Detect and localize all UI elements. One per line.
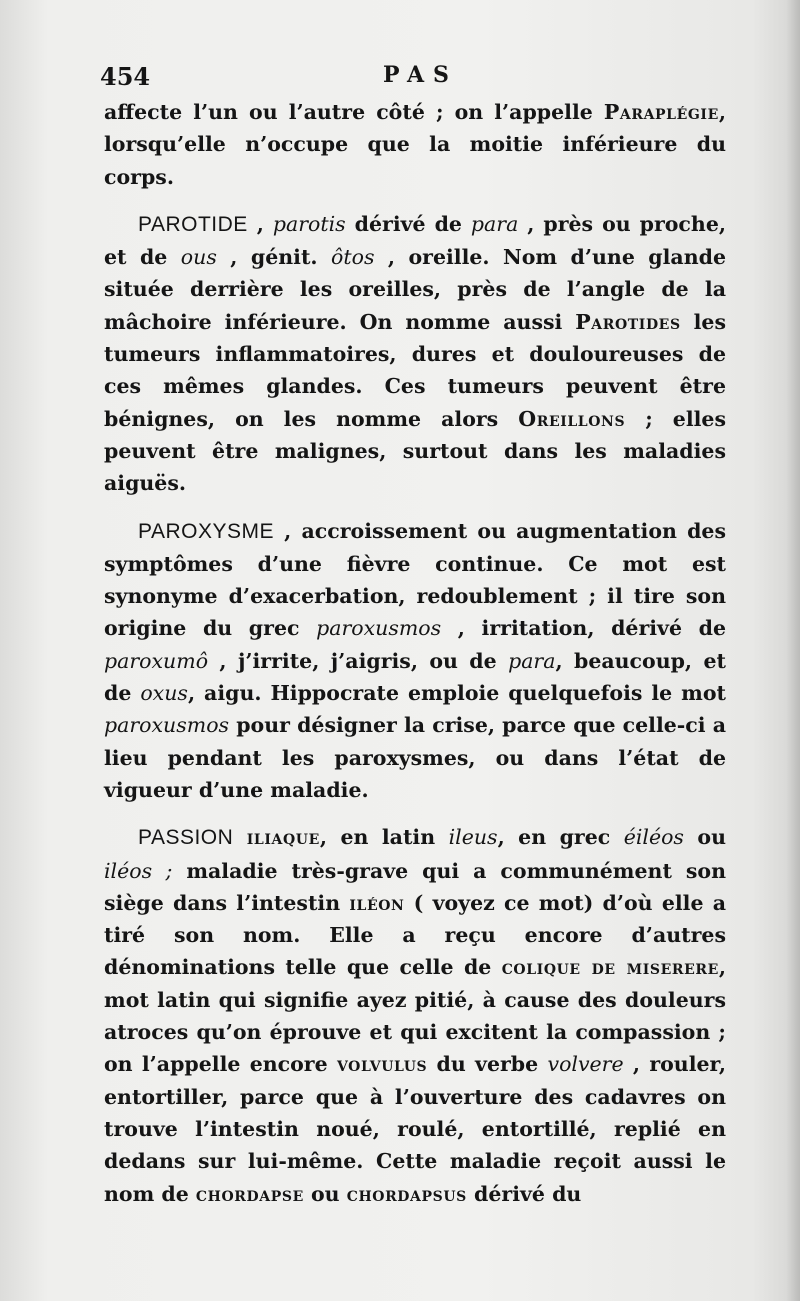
- term-smallcaps: Oreillons: [518, 406, 626, 431]
- entry-paroxysme: [104, 515, 726, 807]
- term-italic: ileus: [448, 825, 498, 850]
- text-segment: , oreille. Nom d’une glande située derrière les oreilles, près de l’angle de la mâchoire inférieure. On nomme aussi: [104, 245, 726, 334]
- text-segment: ,: [247, 211, 273, 236]
- text-segment: du verbe: [427, 1052, 548, 1077]
- term-smallcaps: volvulus: [336, 1052, 428, 1077]
- term-smallcaps: chordapsus: [346, 1181, 467, 1206]
- term-italic: ous: [180, 245, 217, 270]
- text-segment: ( voyez ce mot) d’où elle a tiré son nom. Elle a reçu encore d’autres dénominations telle que celle de: [104, 890, 727, 980]
- term-italic: paroxusmos: [104, 713, 230, 738]
- term-italic: para: [470, 211, 519, 236]
- term-italic: paroxusmos: [316, 616, 442, 641]
- term-smallcaps: colique de miserere: [501, 955, 719, 980]
- headword: PAROXYSME: [138, 519, 274, 543]
- headword: PASSION: [138, 826, 234, 850]
- text-segment: dérivé de: [345, 211, 471, 236]
- entry-paragraph-continuation: [104, 96, 726, 193]
- page-body: [104, 96, 726, 1210]
- term-italic: parotis: [272, 211, 346, 236]
- term-italic: volvere: [547, 1052, 624, 1077]
- running-head: PAS: [383, 62, 458, 88]
- text-segment: affecte l’un ou l’autre côté ; on l’appelle: [104, 100, 604, 124]
- text-segment: dérivé du: [466, 1181, 582, 1206]
- entry-passion-iliaque: [104, 821, 726, 1210]
- text-segment: , rouler, entortiller, parce que à l’ouverture des cadavres on trouve l’intestin noué, roulé, entortillé, replié en dedans sur lui-même. Cette maladie reçoit aussi le nom de: [104, 1052, 726, 1206]
- text-segment: , lorsqu’elle n’occupe que la moitie inférieure du corps.: [104, 100, 726, 189]
- text-segment: ou: [683, 825, 726, 850]
- text-segment: , près ou proche, et de: [104, 211, 726, 270]
- text-segment: , aigu. Hippocrate emploie quelquefois le mot: [187, 681, 726, 706]
- page-header: [100, 62, 720, 96]
- text-segment: , en grec: [497, 825, 624, 850]
- text-segment: , génit.: [216, 245, 332, 270]
- term-smallcaps: chordapse: [195, 1181, 304, 1206]
- term-italic: para: [508, 648, 556, 673]
- term-smallcaps: iliaque: [246, 825, 320, 850]
- text-segment: les tumeurs inflammatoires, dures et douloureuses de ces mêmes glandes. Ces tumeurs peuvent être bénignes, on les nomme alors: [104, 309, 726, 431]
- text-segment: [233, 825, 246, 849]
- text-segment: , mot latin qui signifie ayez pitié, à cause des douleurs atroces qu’on éprouve et qui excitent la compassion ; on l’appelle encore: [104, 955, 726, 1077]
- text-segment: ou: [303, 1181, 347, 1206]
- text-segment: maladie très-grave qui a communément son siège dans l’intestin: [104, 858, 726, 915]
- text-segment: , accroissement ou augmentation des symptômes d’une fièvre continue. Ce mot est synonyme d’exacerbation, redoublement ; il tire son origine du grec: [104, 518, 726, 641]
- term-italic: ôtos: [331, 245, 375, 270]
- term-smallcaps: Parotides: [575, 309, 681, 334]
- text-segment: , beaucoup, et de: [104, 648, 726, 706]
- text-segment: ; elles peuvent être malignes, surtout dans les maladies aiguës.: [104, 406, 726, 496]
- term-smallcaps: Paraplégie: [603, 100, 719, 124]
- page-edge-shadow: [786, 0, 800, 1301]
- term-italic: oxus: [140, 681, 188, 706]
- text-segment: , en latin: [319, 825, 449, 850]
- term-italic: paroxumô: [104, 648, 209, 673]
- text-segment: , j’irrite, j’aigris, ou de: [208, 648, 509, 673]
- term-italic: éiléos: [623, 825, 684, 850]
- text-segment: pour désigner la crise, parce que celle-ci a lieu pendant les paroxysmes, ou dans l’état de vigueur d’une maladie.: [104, 713, 726, 802]
- entry-parotide: [104, 208, 726, 500]
- term-smallcaps: iléon: [349, 890, 405, 915]
- term-italic: iléos ;: [104, 858, 173, 883]
- headword: PAROTIDE: [138, 212, 248, 236]
- text-segment: , irritation, dérivé de: [441, 616, 726, 641]
- page-number: 454: [100, 62, 151, 91]
